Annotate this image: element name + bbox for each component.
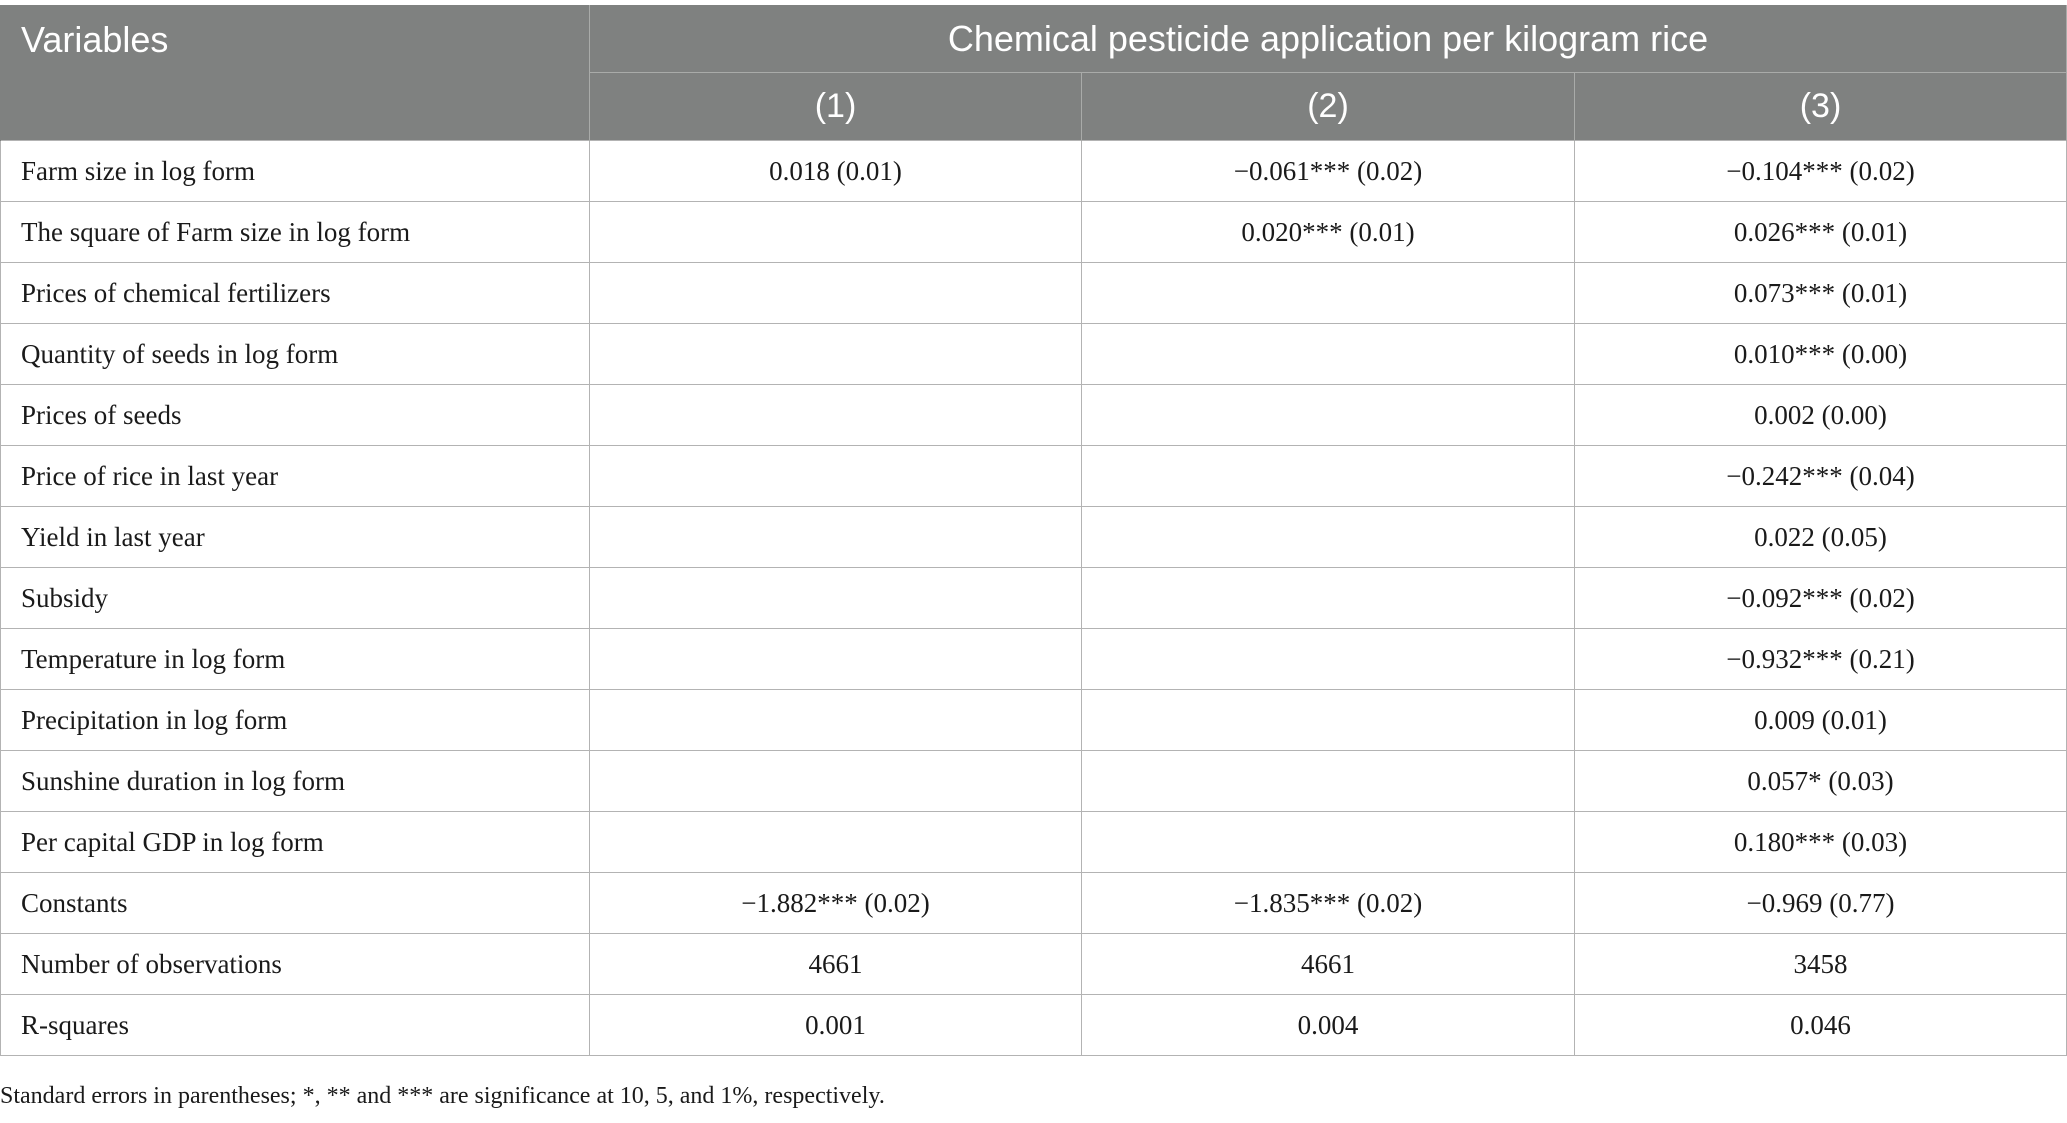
- cell-model-1: [590, 263, 1082, 324]
- cell-model-2: [1082, 568, 1575, 629]
- table-row: [1, 995, 2067, 1056]
- table-row: [1, 934, 2067, 995]
- cell-model-3: 0.073*** (0.01): [1575, 263, 2067, 324]
- table-row: [1, 629, 2067, 690]
- cell-model-1: [590, 324, 1082, 385]
- table-row: [1, 751, 2067, 812]
- row-variable-label: Prices of chemical fertilizers: [1, 263, 590, 324]
- cell-model-2: [1082, 446, 1575, 507]
- cell-model-1: [590, 446, 1082, 507]
- cell-model-2: 4661: [1082, 934, 1575, 995]
- row-variable-label: Subsidy: [1, 568, 590, 629]
- row-variable-label: Farm size in log form: [1, 141, 590, 202]
- cell-model-3: 0.022 (0.05): [1575, 507, 2067, 568]
- cell-model-3: 0.026*** (0.01): [1575, 202, 2067, 263]
- table-row: [1, 568, 2067, 629]
- cell-model-1: 4661: [590, 934, 1082, 995]
- cell-model-3: 0.180*** (0.03): [1575, 812, 2067, 873]
- table-row: [1, 446, 2067, 507]
- cell-model-2: −0.061*** (0.02): [1082, 141, 1575, 202]
- cell-model-3: −0.969 (0.77): [1575, 873, 2067, 934]
- cell-model-3: −0.932*** (0.21): [1575, 629, 2067, 690]
- row-variable-label: Precipitation in log form: [1, 690, 590, 751]
- regression-table-container: [0, 5, 2066, 1056]
- column-header-2: (2): [1082, 73, 1575, 141]
- table-body: [1, 141, 2067, 1056]
- row-variable-label: Quantity of seeds in log form: [1, 324, 590, 385]
- cell-model-2: [1082, 629, 1575, 690]
- column-header-3: (3): [1575, 73, 2067, 141]
- row-variable-label: The square of Farm size in log form: [1, 202, 590, 263]
- row-variable-label: R-squares: [1, 995, 590, 1056]
- cell-model-1: [590, 751, 1082, 812]
- cell-model-1: [590, 568, 1082, 629]
- table-row: [1, 141, 2067, 202]
- cell-model-1: −1.882*** (0.02): [590, 873, 1082, 934]
- cell-model-1: [590, 507, 1082, 568]
- cell-model-3: 0.057* (0.03): [1575, 751, 2067, 812]
- cell-model-3: 0.009 (0.01): [1575, 690, 2067, 751]
- row-variable-label: Yield in last year: [1, 507, 590, 568]
- table-row: [1, 507, 2067, 568]
- row-variable-label: Number of observations: [1, 934, 590, 995]
- variables-header: Variables: [1, 5, 590, 141]
- regression-table: [0, 5, 2067, 1056]
- table-footnote: Standard errors in parentheses; *, ** and *** are significance at 10, 5, and 1%, respectively.: [0, 1083, 885, 1109]
- column-header-1: (1): [590, 73, 1082, 141]
- cell-model-2: [1082, 751, 1575, 812]
- row-variable-label: Per capital GDP in log form: [1, 812, 590, 873]
- row-variable-label: Prices of seeds: [1, 385, 590, 446]
- cell-model-3: −0.242*** (0.04): [1575, 446, 2067, 507]
- table-row: [1, 812, 2067, 873]
- cell-model-3: 0.002 (0.00): [1575, 385, 2067, 446]
- table-header: [1, 5, 2067, 141]
- cell-model-2: [1082, 507, 1575, 568]
- cell-model-1: [590, 690, 1082, 751]
- cell-model-2: [1082, 263, 1575, 324]
- cell-model-2: [1082, 690, 1575, 751]
- table-row: [1, 385, 2067, 446]
- cell-model-2: 0.004: [1082, 995, 1575, 1056]
- cell-model-3: −0.104*** (0.02): [1575, 141, 2067, 202]
- cell-model-1: [590, 629, 1082, 690]
- cell-model-2: −1.835*** (0.02): [1082, 873, 1575, 934]
- table-row: [1, 690, 2067, 751]
- cell-model-3: 3458: [1575, 934, 2067, 995]
- cell-model-3: 0.010*** (0.00): [1575, 324, 2067, 385]
- cell-model-2: [1082, 812, 1575, 873]
- table-row: [1, 324, 2067, 385]
- table-row: [1, 202, 2067, 263]
- cell-model-1: [590, 385, 1082, 446]
- row-variable-label: Temperature in log form: [1, 629, 590, 690]
- cell-model-1: 0.018 (0.01): [590, 141, 1082, 202]
- cell-model-2: 0.020*** (0.01): [1082, 202, 1575, 263]
- cell-model-1: 0.001: [590, 995, 1082, 1056]
- cell-model-1: [590, 812, 1082, 873]
- row-variable-label: Sunshine duration in log form: [1, 751, 590, 812]
- cell-model-1: [590, 202, 1082, 263]
- row-variable-label: Constants: [1, 873, 590, 934]
- cell-model-2: [1082, 324, 1575, 385]
- cell-model-3: −0.092*** (0.02): [1575, 568, 2067, 629]
- cell-model-3: 0.046: [1575, 995, 2067, 1056]
- table-row: [1, 263, 2067, 324]
- row-variable-label: Price of rice in last year: [1, 446, 590, 507]
- table-row: [1, 873, 2067, 934]
- cell-model-2: [1082, 385, 1575, 446]
- dependent-variable-header: Chemical pesticide application per kilogram rice: [590, 5, 2067, 73]
